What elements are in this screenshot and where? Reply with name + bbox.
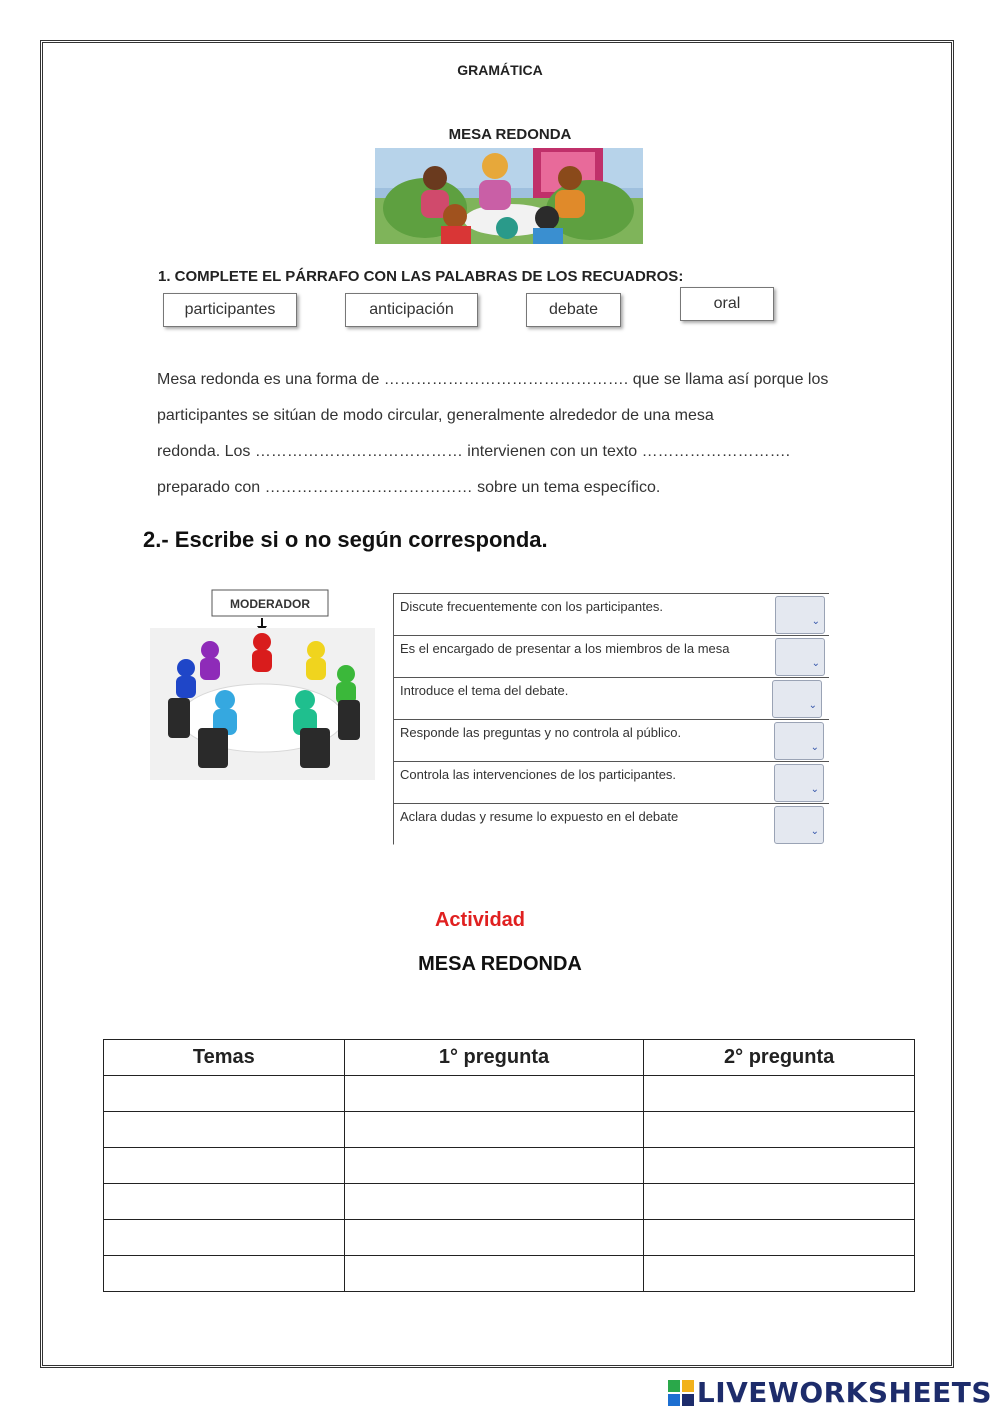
table-cell[interactable]: [344, 1112, 644, 1148]
liveworksheets-logo-icon: [668, 1380, 694, 1406]
paragraph-line: participantes se sitúan de modo circular, generalmente alrededor de una mesa: [157, 407, 714, 424]
table-cell[interactable]: [344, 1148, 644, 1184]
table-cell[interactable]: [344, 1076, 644, 1112]
table-cell[interactable]: [644, 1112, 915, 1148]
liveworksheets-brand[interactable]: [668, 1376, 992, 1409]
table-cell[interactable]: [104, 1076, 345, 1112]
statement-row: [393, 677, 829, 719]
table-cell[interactable]: [104, 1184, 345, 1220]
paragraph-line: preparado con ………………………………… sobre un tema específico.: [157, 479, 661, 496]
paragraph-line: redonda. Los ………………………………… intervienen con un texto ……………………….: [157, 443, 791, 460]
word-box-oral[interactable]: oral: [680, 287, 774, 321]
answer-dropdown[interactable]: [774, 722, 824, 760]
table-cell[interactable]: [644, 1076, 915, 1112]
word-box-anticipacion[interactable]: anticipación: [345, 293, 478, 327]
answer-dropdown[interactable]: [775, 638, 825, 676]
table-row: [104, 1148, 915, 1184]
answer-dropdown[interactable]: [772, 680, 822, 718]
table-cell[interactable]: [344, 1256, 644, 1292]
chevron-down-icon: ⌄: [808, 700, 817, 711]
chevron-down-icon: ⌄: [811, 658, 820, 669]
answer-dropdown[interactable]: [774, 806, 824, 844]
activity-table: [103, 1039, 915, 1292]
table-row: [104, 1076, 915, 1112]
fill-in-paragraph: [157, 362, 857, 506]
statement-text: Es el encargado de presentar a los miembros de la mesa: [400, 641, 730, 656]
table-row: [104, 1112, 915, 1148]
brand-text: LIVEWORKSHEETS: [696, 1376, 992, 1409]
table-cell[interactable]: [644, 1220, 915, 1256]
word-box-debate[interactable]: debate: [526, 293, 621, 327]
statement-row: [393, 803, 829, 845]
statement-text: Aclara dudas y resume lo expuesto en el debate: [400, 809, 679, 824]
discussion-illustration: [375, 148, 643, 244]
paragraph-line: Mesa redonda es una forma de ………………………………………. que se llama así porque los: [157, 371, 829, 388]
statement-text: Discute frecuentemente con los participantes.: [400, 599, 664, 614]
round-table-illustration: [150, 588, 375, 780]
exercise-2-instruction: 2.- Escribe si o no según corresponda.: [143, 527, 548, 552]
exercise-1-instruction: 1. COMPLETE EL PÁRRAFO CON LAS PALABRAS DE LOS RECUADROS:: [158, 268, 684, 285]
word-box-participantes[interactable]: participantes: [163, 293, 297, 327]
statement-text: Responde las preguntas y no controla al público.: [400, 725, 682, 740]
page-title: GRAMÁTICA: [457, 62, 543, 78]
statement-row: [393, 593, 829, 635]
statement-row: [393, 761, 829, 803]
chevron-down-icon: ⌄: [810, 826, 819, 837]
statements-list: [393, 593, 829, 845]
chevron-down-icon: ⌄: [810, 784, 819, 795]
statement-row: [393, 719, 829, 761]
section-subtitle: MESA REDONDA: [448, 126, 572, 143]
statement-text: Introduce el tema del debate.: [400, 683, 569, 698]
table-row: [104, 1256, 915, 1292]
chevron-down-icon: ⌄: [811, 616, 820, 627]
column-header: 2° pregunta: [644, 1040, 915, 1076]
answer-dropdown[interactable]: [774, 764, 824, 802]
column-header: 1° pregunta: [344, 1040, 644, 1076]
table-cell[interactable]: [104, 1148, 345, 1184]
table-cell[interactable]: [644, 1256, 915, 1292]
statement-row: [393, 635, 829, 677]
statement-text: Controla las intervenciones de los participantes.: [400, 767, 677, 782]
chevron-down-icon: ⌄: [810, 742, 819, 753]
table-row: [104, 1184, 915, 1220]
table-cell[interactable]: [644, 1184, 915, 1220]
table-cell[interactable]: [644, 1148, 915, 1184]
table-cell[interactable]: [104, 1256, 345, 1292]
table-header-row: [104, 1040, 915, 1076]
activity-label: Actividad: [434, 909, 526, 931]
column-header: Temas: [104, 1040, 345, 1076]
table-row: [104, 1220, 915, 1256]
table-cell[interactable]: [344, 1184, 644, 1220]
table-cell[interactable]: [344, 1220, 644, 1256]
table-cell[interactable]: [104, 1112, 345, 1148]
answer-dropdown[interactable]: [775, 596, 825, 634]
moderator-label: MODERADOR: [230, 597, 310, 611]
activity-title: MESA REDONDA: [418, 953, 582, 975]
table-cell[interactable]: [104, 1220, 345, 1256]
